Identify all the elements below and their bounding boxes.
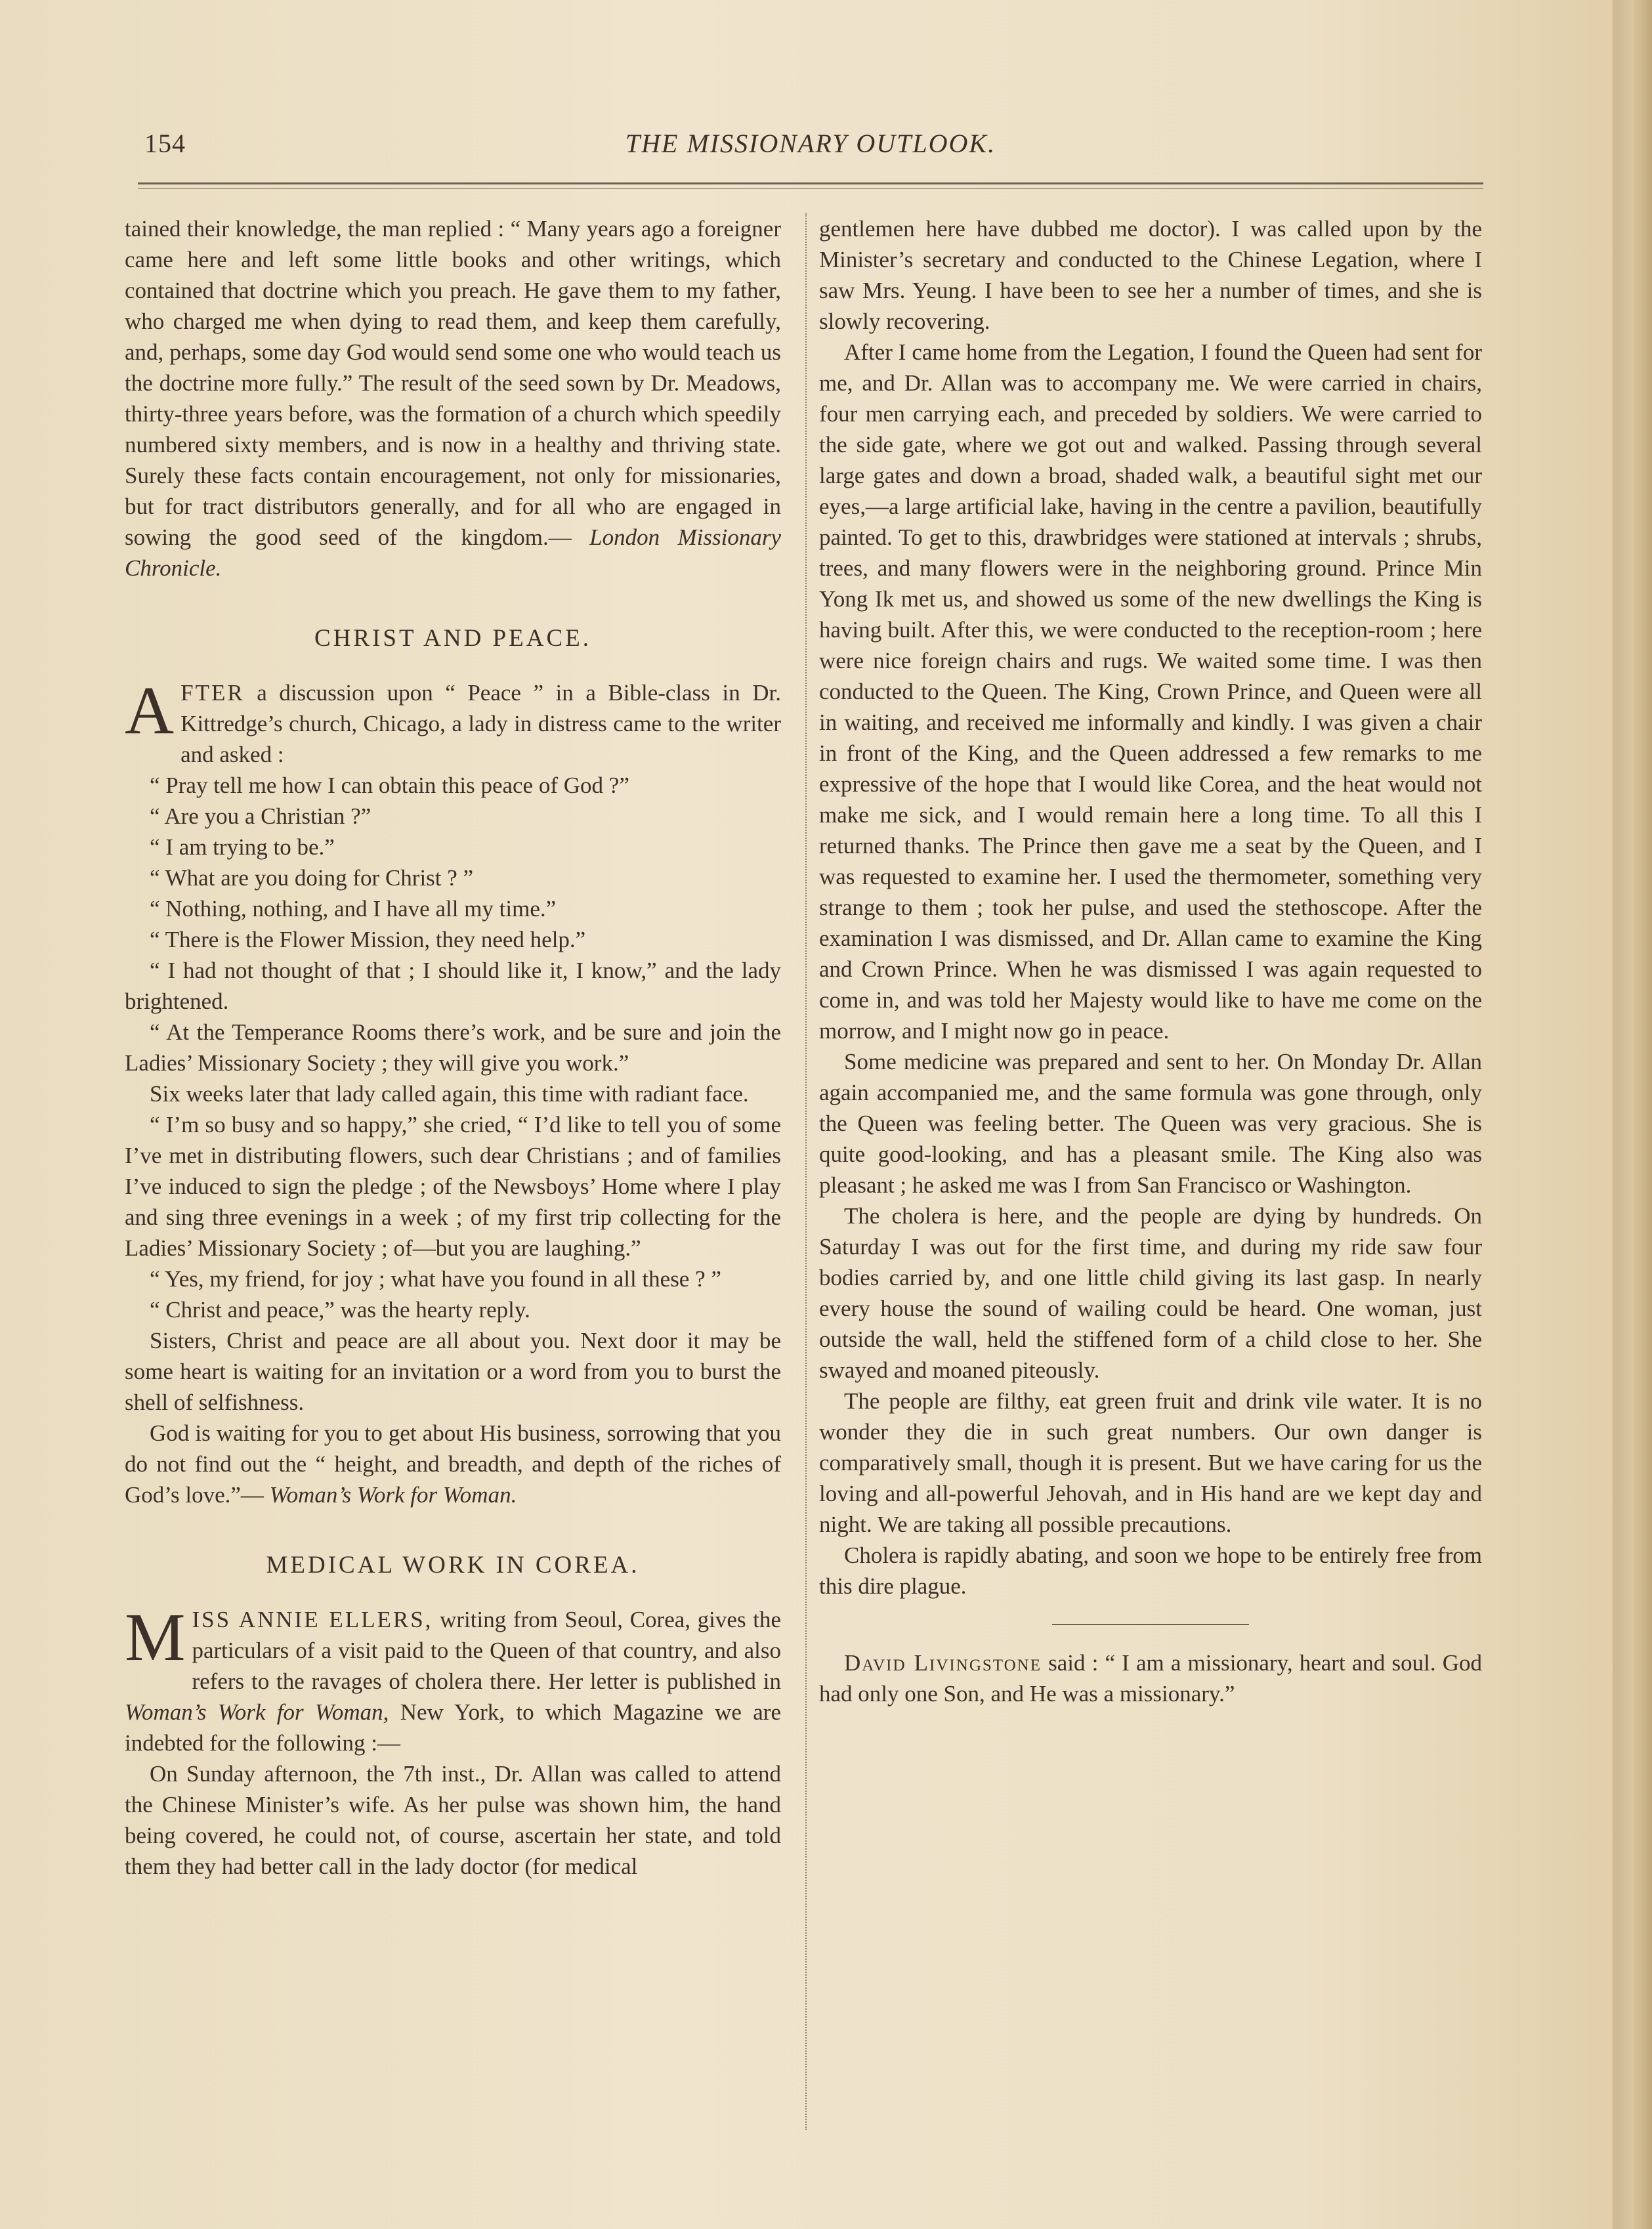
column-divider	[805, 213, 807, 2130]
opening-text: writing from Seoul, Corea, gives the particulars of a visit paid to the Queen of that country, and also refers to the ravages of cholera there. Her letter is published in	[192, 1607, 781, 1694]
dialog-line: “ What are you doing for Christ ? ”	[150, 865, 474, 891]
dialog-line: “ I am trying to be.”	[150, 834, 335, 860]
dialog-line: “ Are you a Christian ?”	[150, 803, 371, 829]
medical-work-heading: MEDICAL WORK IN COREA.	[266, 1552, 640, 1579]
right-paragraph: After I came home from the Legation, I found the Queen had sent for me, and Dr. Allan was to accompany me. We were carried in chairs, four men carrying each, and preceded by soldiers. We were carried to the side gate, where we got out and walked. Passing through several large gates and down a broad, shaded walk, a beautiful sight met our eyes,—a large artificial lake, having in the centre a pavilion, beautifully painted. To get to this, drawbridges were stationed at intervals ; shrubs, trees, and many flowers were in the neighboring ground. Prince Min Yong Ik met us, and showed us some of the new dwellings the King is having built. After this, we were conducted to the reception-room ; here were nice foreign chairs and rugs. We waited some time. I was then conducted to the Queen. The King, Crown Prince, and Queen were all in waiting, and received me informally and kindly. I was given a chair in front of the King, and the Queen addressed a few remarks to me expressive of the hope that I would like Corea, and the heat would not make me sick, and I would remain here a long time. To all this I returned thanks. The Prince then gave me a seat by the Queen, and I was requested to examine her. I used the thermometer, something very strange to them ; took her pulse, and used the stethoscope. After the examination I was dismissed, and Dr. Allan came to examine the King and Crown Prince. When he was dismissed I was again requested to come in, and was told her Majesty would like to have me come on the morrow, and I might now go in peace.	[819, 339, 1482, 1044]
lead-caps: ISS ANNIE ELLERS,	[192, 1607, 433, 1632]
header-rule-thick	[138, 182, 1483, 184]
dialog-line: Sisters, Christ and peace are all about you. Next door it may be some heart is waiting for an invitation or a word from you to burst the shell of selfishness.	[125, 1328, 781, 1415]
right-paragraph: The cholera is here, and the people are dying by hundreds. On Saturday I was out for the first time, and during my ride saw four bodies carried by, and one little child giving its last gasp. In nearly every house the sound of wailing could be heard. One woman, just outside the wall, held the stiffened form of a child close to her. She swayed and moaned piteously.	[819, 1203, 1482, 1383]
dialog-line: Six weeks later that lady called again, this time with radiant face.	[150, 1081, 749, 1107]
livingstone-text: said : “ I am a missionary, heart and soul. God had only one Son, and He was a missionary.”	[819, 1650, 1482, 1707]
journal-title: THE MISSIONARY OUTLOOK.	[625, 129, 996, 158]
right-paragraph: Some medicine was prepared and sent to her. On Monday Dr. Allan again accompanied me, and the same formula was gone through, only the Queen was feeling better. The Queen was very gracious. She is quite good-looking, and has a pleasant smile. The King also was pleasant ; he asked me was I from San Francisco or Washington.	[819, 1049, 1482, 1198]
medical-work-opening	[125, 1600, 781, 1758]
closing-text: God is waiting for you to get about His business, sorrowing that you do not find out the “ height, and breadth, and depth of the riches of God’s love.”—	[125, 1420, 781, 1508]
dialog-line: “ I had not thought of that ; I should like it, I know,” and the lady brightened.	[125, 958, 781, 1014]
opening-text: a discussion upon “ Peace ” in a Bible-class in Dr. Kittredge’s church, Chicago, a lady in distress came to the writer and asked :	[180, 680, 781, 767]
dialog-line: “ Christ and peace,” was the hearty reply.	[150, 1297, 530, 1323]
livingstone-name: David Livingstone	[844, 1650, 1042, 1676]
right-paragraph: Cholera is rapidly abating, and soon we hope to be entirely free from this dire plague.	[819, 1542, 1482, 1599]
intro-source: London Missionary Chronicle.	[125, 524, 782, 581]
dialog-line: “ Pray tell me how I can obtain this peace of God ?”	[150, 773, 629, 798]
livingstone-quote	[819, 1647, 1482, 1709]
christ-and-peace-source: Woman’s Work for Woman.	[269, 1482, 517, 1508]
magazine-title: Woman’s Work for Woman,	[125, 1699, 389, 1725]
opening-text-end: New York, to which Magazine we are indebted for the following :—	[125, 1699, 781, 1756]
right-column	[819, 213, 1482, 1709]
dialog-line: “ Nothing, nothing, and I have all my time.”	[150, 896, 557, 922]
page-edge	[1613, 0, 1652, 2229]
christ-and-peace-heading: CHRIST AND PEACE.	[314, 625, 591, 652]
page-number: 154	[144, 129, 186, 158]
dialog-line: “ At the Temperance Rooms there’s work, and be sure and join the Ladies’ Missionary Society ; they will give you work.”	[125, 1019, 781, 1076]
dropcap-a: A	[125, 673, 175, 748]
page-header	[144, 128, 1477, 167]
dialog-line: “ Yes, my friend, for joy ; what have you found in all these ? ”	[150, 1266, 721, 1292]
christ-and-peace-opening	[125, 673, 781, 770]
left-column	[125, 213, 781, 1882]
section-rule	[1052, 1624, 1249, 1625]
dialog-line: “ There is the Flower Mission, they need help.”	[150, 927, 586, 952]
dropcap-m: M	[125, 1600, 186, 1675]
medical-work-paragraph: On Sunday afternoon, the 7th inst., Dr. Allan was called to attend the Chinese Minister’s wife. As her pulse was shown him, the hand being covered, he could not, of course, ascertain her state, and told them they had better call in the lady doctor (for medical	[125, 1761, 781, 1879]
intro-text: tained their knowledge, the man replied : “ Many years ago a foreigner came here and left some little books and other writings, which contained that doctrine which you preach. He gave them to my father, who charged me when dying to read them, and keep them carefully, and, perhaps, some day God would send some one who would teach us the doctrine more fully.” The result of the seed sown by Dr. Meadows, thirty-three years before, was the formation of a church which speedily numbered sixty members, and is now in a healthy and thriving state. Surely these facts contain encouragement, not only for missionaries, but for tract distributors generally, and for all who are engaged in sowing the good seed of the kingdom.—	[125, 216, 781, 550]
dialog-line: “ I’m so busy and so happy,” she cried, “ I’d like to tell you of some I’ve met in distributing flowers, such dear Christians ; and of families I’ve induced to sign the pledge ; of the Newsboys’ Home where I play and sing three evenings in a week ; of my first trip collecting for the Ladies’ Missionary Society ; of—but you are laughing.”	[125, 1112, 781, 1261]
lead-caps: FTER	[180, 680, 245, 706]
closing-paragraph	[125, 1418, 781, 1510]
right-paragraph: The people are filthy, eat green fruit and drink vile water. It is no wonder they die in such great numbers. Our own danger is comparatively small, though it is present. But we have caring for us the loving and all-powerful Jehovah, and in His hand are we kept day and night. We are taking all possible precautions.	[819, 1388, 1482, 1537]
header-rule-thin	[138, 188, 1483, 189]
right-paragraph: gentlemen here have dubbed me doctor). I was called upon by the Minister’s secretary and conducted to the Chinese Legation, where I saw Mrs. Yeung. I have been to see her a number of times, and she is slowly recovering.	[819, 216, 1482, 334]
intro-paragraph	[125, 213, 781, 584]
